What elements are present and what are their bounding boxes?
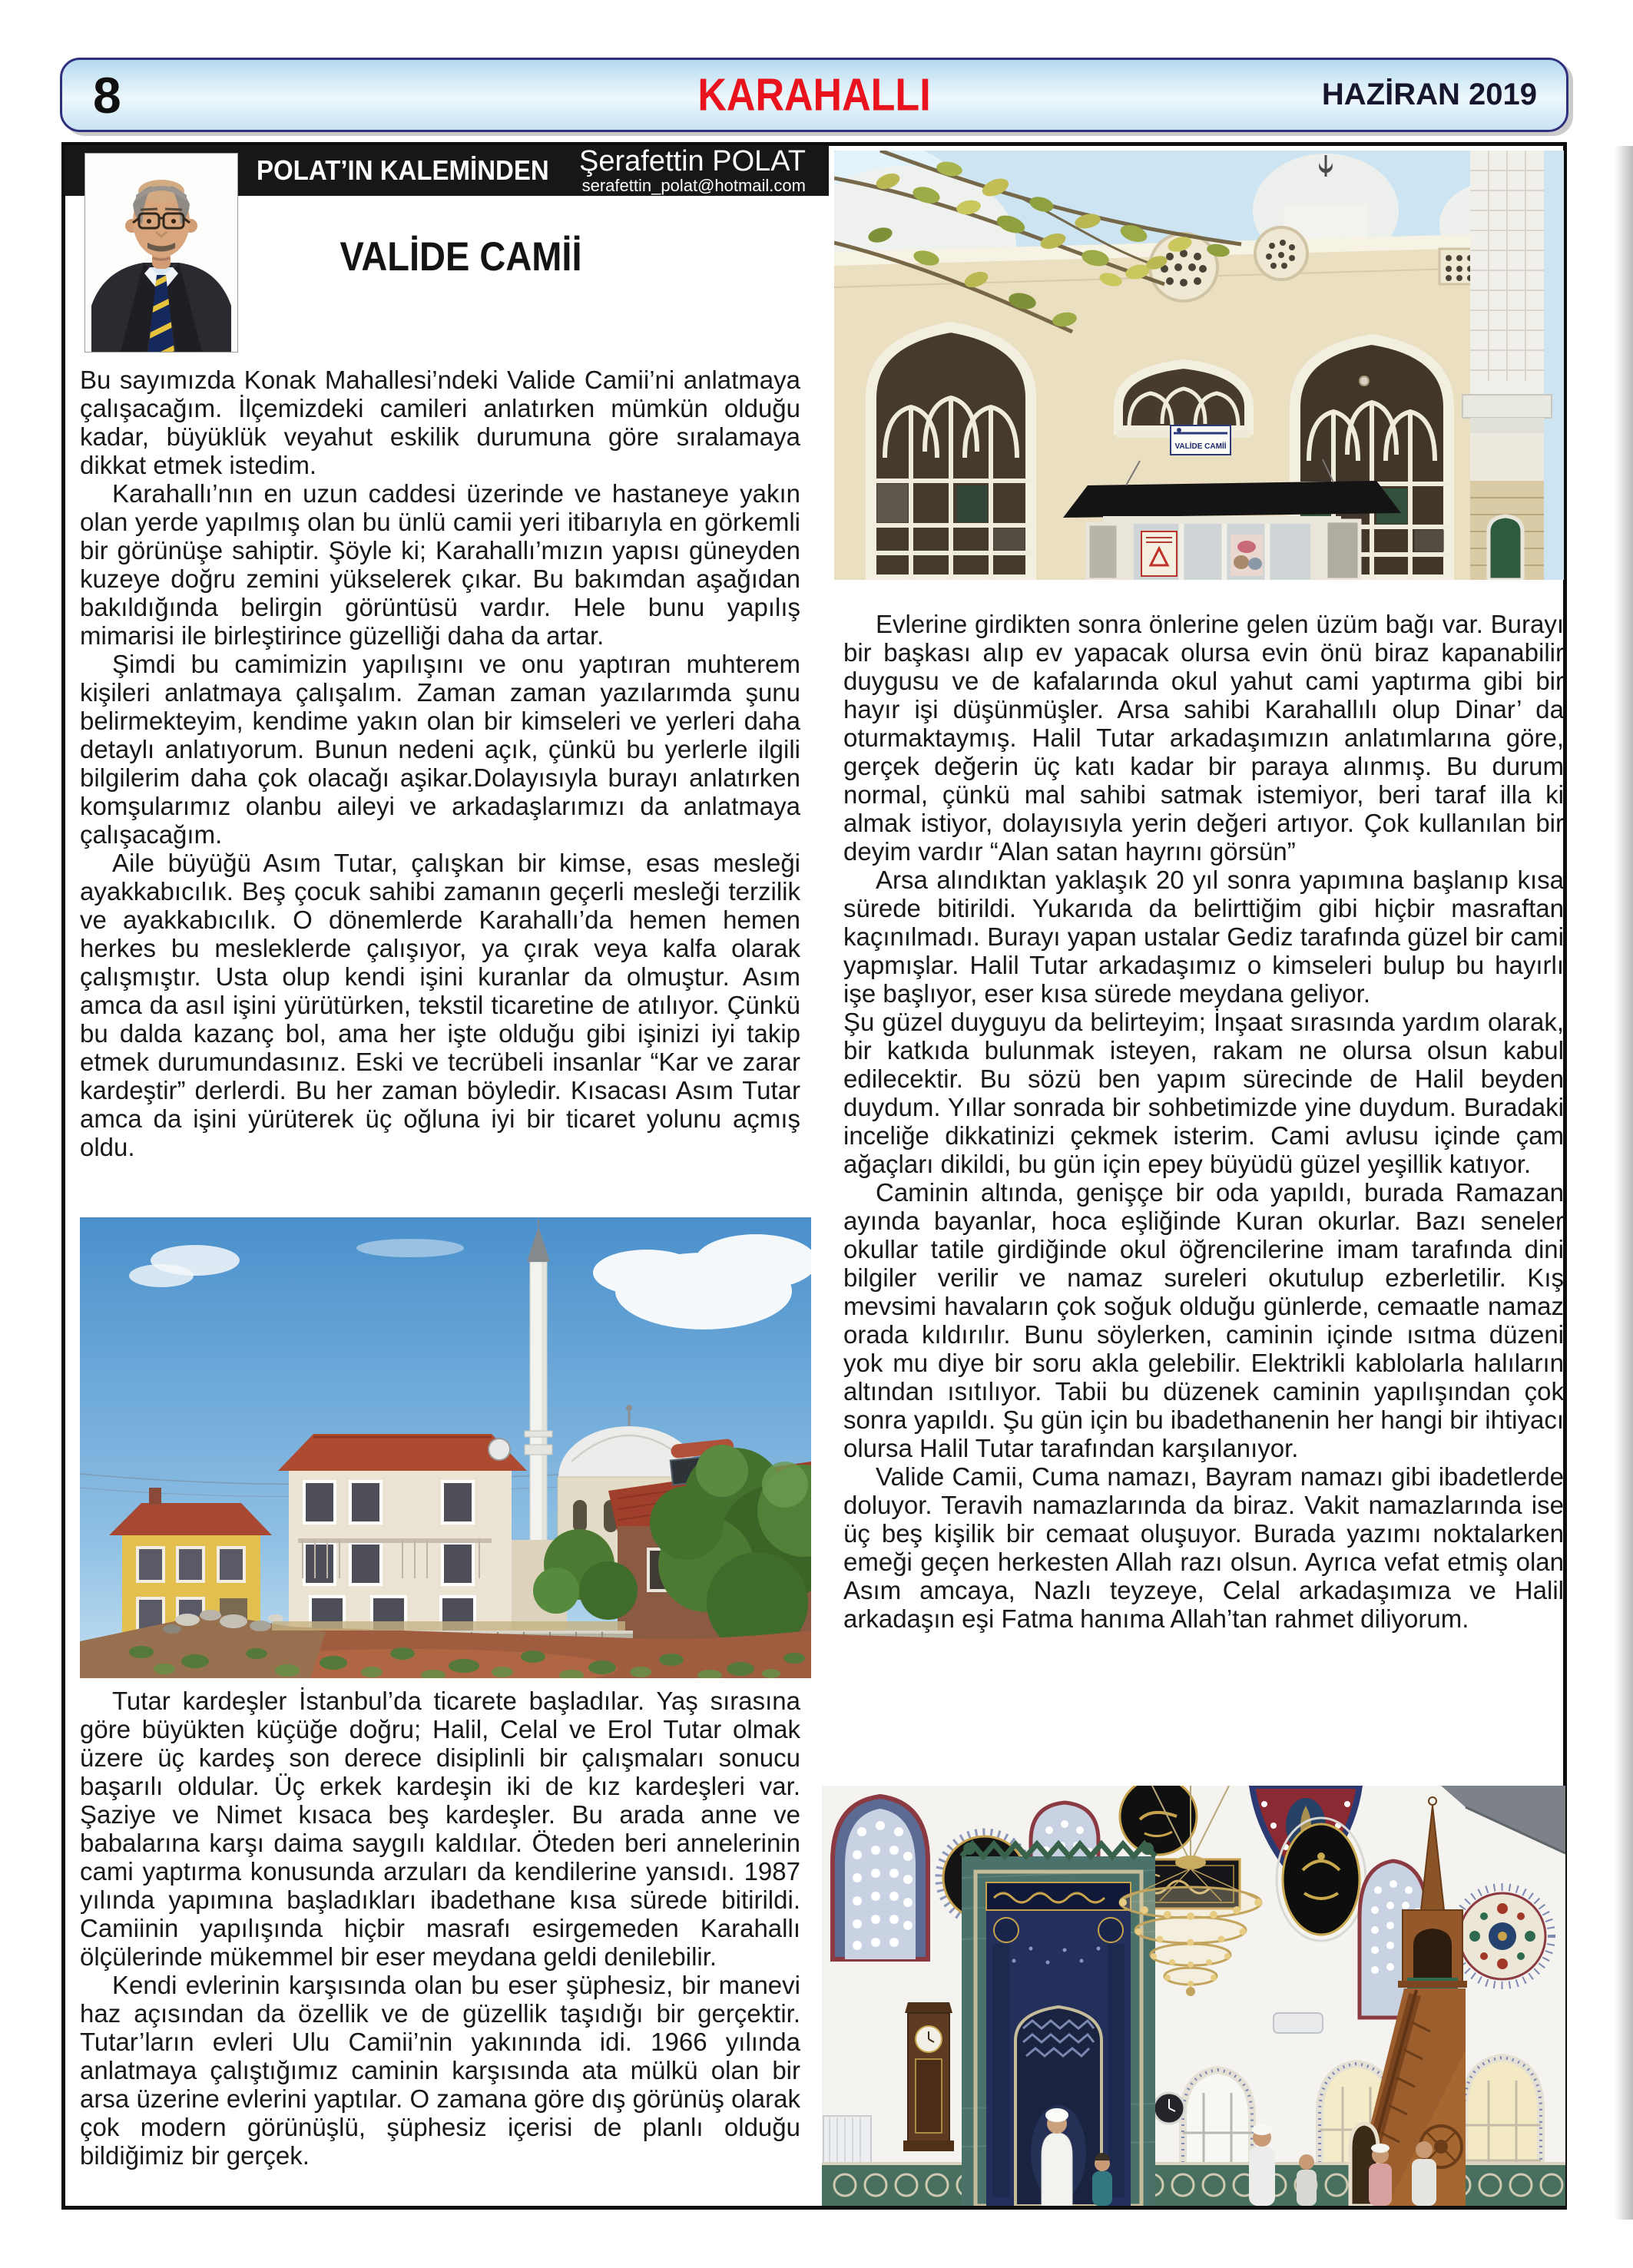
article-paragraph: Tutar kardeşler İstanbul’da ticarete başladılar. Yaş sırasına göre büyükten küçüğe doğru; Halil, Celal ve Erol Tutar olmak üzere üç kardeş son derece disiplinli bir çalışmaları sonucu başarılı oldular. Üç erkek kardeşin iki de kız kardeşleri var. Şaziye ve Nimet kısaca beş kardeşler. Bu arada anne ve babalarına karşı daima saygılı kaldılar. Öteden beri annelerinin cami yaptırma konusunda arzuları da kendilerine yansıdı. 1987 yılında yapımına başladıkları ibadethane kısa sürede bitirildi. Camiinin yapılışında hiçbir masrafı esirgemeden Karahallı ölçülerinde mükemmel bir eser meydana geldi denilebilir. [80,1687,800,1971]
article-paragraph: Aile büyüğü Asım Tutar, çalışkan bir kimse, esas mesleği ayakkabıcılık. Beş çocuk sahibi zamanın geçerli mesleği terzilik ve ayakkabıcılık. O dönemlerde Karahallı’da hemen hemen herkes bu mesleklerde çalışıyor, ya çırak veya kalfa olarak çalışmıştır. Usta olup kendi işini kuranlar da olmuştur. Asım amca da asıl işini yürütürken, tekstil ticaretine de atılıyor. Çünkü bu dalda kazanç bol, ama her işte olduğu gibi işinizi iyi takip etmek durumundasınız. Eski ve tecrübeli insanlar “Kar ve zarar kardeştir” derlerdi. Bu her zaman böyledir. Kısacası Asım Tutar amca da işini yürüterek üç oğluna iyi bir ticaret yolunu açmış oldu. [80,849,800,1161]
paper-title: KARAHALLI [697,69,931,121]
author-portrait-photo [84,153,238,353]
page-number: 8 [93,66,120,124]
masthead-bar [60,58,1568,132]
article-paragraph: Valide Camii, Cuma namazı, Bayram namazı gibi ibadetlerde doluyor. Teravih namazlarında da biraz. Vakit namazlarında ise üç beş kişilik bir cemaat oluşuyor. Burada yazımı noktalarken emeği geçen herkesten Allah razı olsun. Ayrıca vefat etmiş olan Asım amcaya, Nazlı teyzeye, Celal arkadaşımıza ve Halil arkadaşın eşi Fatma hanıma Allah’tan rahmet diliyorum. [843,1462,1564,1633]
article-paragraph: Caminin altında, genişçe bir oda yapıldı, burada Ramazan ayında bayanlar, hoca eşliğinde Kuran okurlar. Bazı seneler okullar tatile girdiğinde okul öğrencilerine imam tarafında dini bilgiler verilir ve namaz sureleri okutulup ezberletilir. Kış mevsimi havaların çok soğuk olduğu günlerde, cemaatle namaz orada kıldırılır. Bunu söylerken, caminin içinde ısıtma düzeni yok mu diye bir soru akla gelebilir. Elektrikli kablolarla halıların altından ısıtılıyor. Tabii bu düzenek caminin yapılışından çok sonra yapıldı. Şu gün için bu ibadethanenin her hangi bir ihtiyacı olursa Halil Tutar tarafından karşılanıyor. [843,1178,1564,1462]
mosque-interior-photo [822,1786,1565,2206]
article-paragraph: Karahallı’nın en uzun caddesi üzerinde ve hastaneye yakın olan yerde yapılmış olan bu ünlü camii yeri itibarıyla en görkemli bir görünüşe sahiptir. Şöyle ki; Karahallı’mızın yapısı güneyden kuzeye doğru zemini yükselerek çıkar. Bu bakımdan aşağıdan bakıldığında belirgin görüntüsü vardır. Hele bunu yapılış mimarisi ile birleştirince güzelliği daha da artar. [80,479,800,650]
author-email: serafettin_polat@hotmail.com [581,176,806,196]
article-paragraph: Evlerine girdikten sonra önlerine gelen üzüm bağı var. Burayı bir başkası alıp ev yapacak olursa evin önü biraz kapanabilir duygusu ve de kafalarında okul yahut cami yaptırma gibi bir hayır işi düşünmüşler. Arsa sahibi Karahallılı olup Dinar’ da oturmaktaymış. Halil Tutar arkadaşımızın anlatımlarına göre, gerçek değerin üç katı kadar bir paraya alınmış. Bu durum normal, çünkü mal sahibi satmak istemiyor, beri taraf illa ki almak istiyor, dolayısıyla yerin değeri artıyor. Çok kullanılan bir deyim vardır “Alan satan hayrını görsün” [843,610,1564,866]
article-paragraph: Şimdi bu camimizin yapılışını ve onu yaptıran muhterem kişileri anlatmaya çalışalım. Zaman zaman yazılarımda şunu belirmekteyim, kendime yakın olan bir kimseleri ve yerleri daha detaylı anlatıyorum. Bunun nedeni açık, çünkü bu yerlerle ilgili bilgilerim daha çok olacağı aşikar.Dolayısıyla burayı anlatırken komşularımız olanbu aileyi ve arkadaşlarımızı da anlatmaya çalışacağım. [80,650,800,849]
mosque-facade-photo [834,151,1564,580]
column-header-author [579,144,806,196]
page-scan-shadow [1615,146,1633,2220]
column-header-label: POLAT’IN KALEMİNDEN [257,154,549,186]
article-paragraph: Arsa alındıktan yaklaşık 20 yıl sonra yapımına başlanıp kısa sürede bitirildi. Yukarıda da belirttiğim gibi hiçbir masraftan kaçınılmadı. Burayı yapan ustalar Gediz tarafında güzel bir cami yapmışlar. Halil Tutar arkadaşımız o kimseleri bulup bu hayırlı işe başlıyor, eser kısa sürede meydana geliyor. [843,866,1564,1008]
article-paragraph: Kendi evlerinin karşısında olan bu eser şüphesiz, bir manevi haz açısından da özellik ve de güzellik taşıdığı bir gerçektir. Tutar’ların evleri Ulu Camii’nin yakınında idi. 1966 yılında anlatmaya çalıştığımız caminin karşısında ata mülkü olan bir arsa üzerine evlerini yaptılar. O zamana göre dış görünüş olarak çok modern görünüşlü, şüphesiz içerisi de planlı olduğu bildiğimiz bir gerçek. [80,1971,800,2170]
issue-date: HAZİRAN 2019 [1321,78,1537,111]
mosque-landscape-photo [80,1217,811,1678]
article-body-left-1 [80,366,800,1161]
mosque-sign-text: VALİDE CAMİİ [1174,442,1227,451]
article-body-left-2 [80,1687,800,2170]
author-name: Şerafettin POLAT [579,144,806,177]
article-title: VALİDE CAMİİ [340,233,582,280]
article-paragraph: Bu sayımızda Konak Mahallesi’ndeki Valide Camii’ni anlatmaya çalışacağım. İlçemizdeki camileri anlatırken mümkün olduğu kadar, büyüklük veyahut eskilik durumuna göre sıralamaya dikkat etmek istedim. [80,366,800,479]
article-paragraph: Şu güzel duyguyu da belirteyim; İnşaat sırasında yardım olarak, bir katkıda bulunmak isteyen, rakam ne olursa olsun kabul edilecektir. Bu sözü ben yapım sürecinde de Halil beyden duydum. Yıllar sonrada bir sohbetimizde yine duydum. Buradaki inceliğe dikkatinizi çekmek isterim. Cami avlusu içinde çam ağaçları dikildi, bu gün için epey büyüdü güzel yeşillik katıyor. [843,1008,1564,1178]
article-body-right [843,610,1564,1633]
